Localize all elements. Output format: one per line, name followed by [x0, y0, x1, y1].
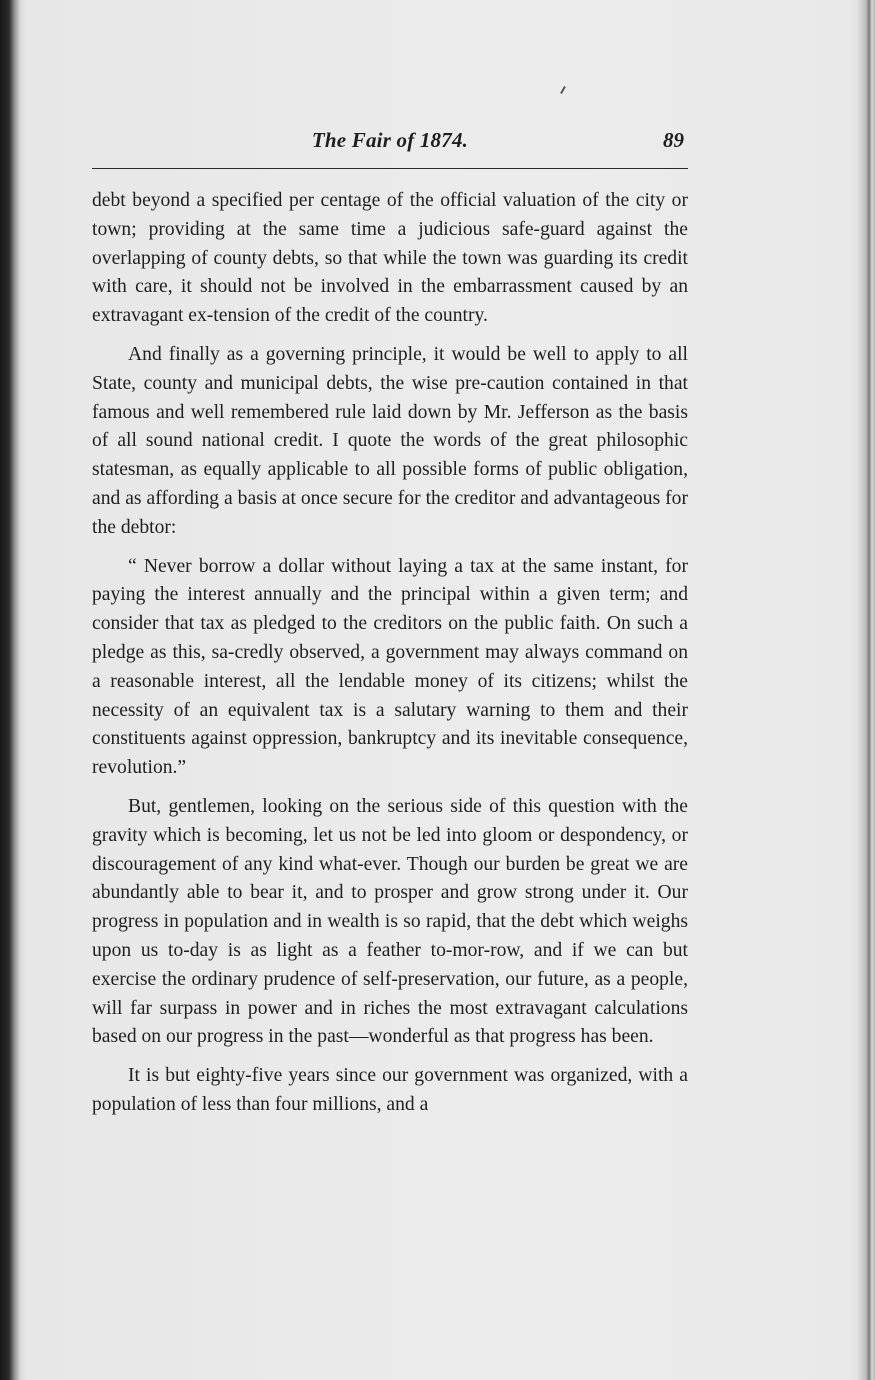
paragraph-4: But, gentlemen, looking on the serious side of this question with the gravity which is becoming, let us not be led into gloom or despondency, or discouragement of any kind what-ever. Though our burden be great we are abundantly able to bear it, and to prosper and grow strong under it. Our progress in population and in wealth is so rapid, that the debt which weighs upon us to-day is as light as a feather to-mor-row, and if we can but exercise the ordinary prudence of self-preservation, our future, as a people, will far surpass in power and in riches the most extravagant calculations based on our progress in the past—wonderful as that progress has been. — [92, 795, 688, 1048]
page-edge — [857, 0, 875, 1380]
book-spine-shadow — [0, 0, 20, 1380]
ink-speck — [560, 86, 566, 94]
running-head — [92, 128, 688, 169]
paragraph-5: It is but eighty-five years since our government was organized, with a population of less than four millions, and a — [92, 1065, 688, 1115]
book-page — [92, 128, 688, 1130]
page-number: 89 — [663, 128, 684, 152]
running-head-title: The Fair of 1874. — [311, 128, 469, 152]
paragraph-1: debt beyond a specified per centage of the official valuation of the city or town; providing at the same time a judicious safe-guard against the overlapping of county debts, so that while the town was guarding its credit with care, it should not be involved in the embarrassment caused by an extravagant ex-tension of the credit of the country. — [92, 190, 688, 327]
body-text — [92, 187, 688, 1120]
paragraph-2: And finally as a governing principle, it would be well to apply to all State, county and municipal debts, the wise pre-caution contained in that famous and well remembered rule laid down by Mr. Jefferson as the basis of all sound national credit. I quote the words of the great philosophic statesman, as equally applicable to all possible forms of public obligation, and as affording a basis at once secure for the creditor and advantageous for the debtor: — [92, 343, 688, 538]
quotation-paragraph: “ Never borrow a dollar without laying a tax at the same instant, for paying the interest annually and the principal within a given term; and consider that tax as pledged to the creditors on the public faith. On such a pledge as this, sa-credly observed, a government may always command on a reasonable interest, all the lendable money of its citizens; whilst the necessity of an equivalent tax is a salutary warning to them and their constituents against oppression, bankruptcy and its inevitable consequence, revolution.” — [92, 555, 688, 779]
